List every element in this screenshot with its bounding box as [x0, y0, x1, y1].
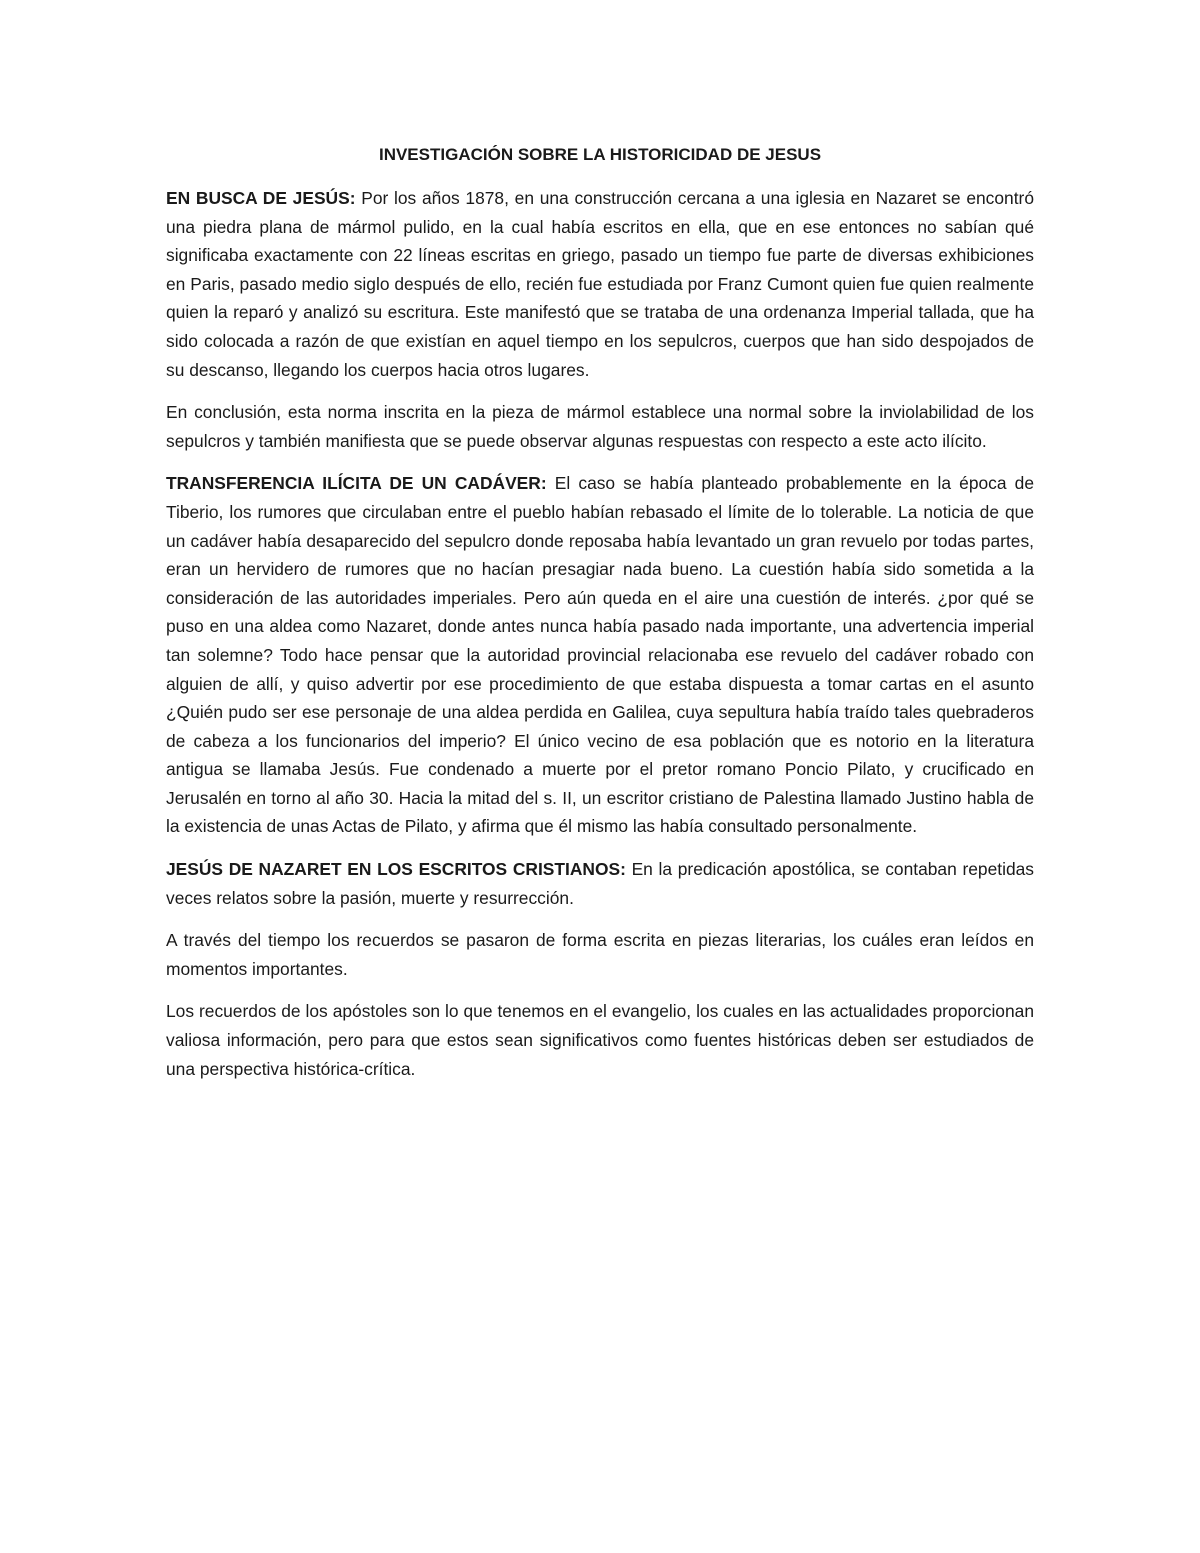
- section-3-paragraph-1: [166, 855, 1034, 912]
- section-2-paragraph-1: [166, 469, 1034, 841]
- section-2-paragraph-1-text: El caso se había planteado probablemente en la época de Tiberio, los rumores que circulaban entre el pueblo habían rebasado el límite de lo tolerable. La noticia de que un cadáver había desaparecido del sepulcro donde reposaba había levantado un gran revuelo por todas partes, eran un hervidero de rumores que no hacían presagiar nada bueno. La cuestión había sido sometida a la consideración de las autoridades imperiales. Pero aún queda en el aire una cuestión de interés. ¿por qué se puso en una aldea como Nazaret, donde antes nunca había pasado nada importante, una advertencia imperial tan solemne? Todo hace pensar que la autoridad provincial relacionaba ese revuelo del cadáver robado con alguien de allí, y quiso advertir por ese procedimiento de que estaba dispuesta a tomar cartas en el asunto ¿Quién pudo ser ese personaje de una aldea perdida en Galilea, cuya sepultura había traído tales quebraderos de cabeza a los funcionarios del imperio? El único vecino de esa población que es notorio en la literatura antigua se llamaba Jesús. Fue condenado a muerte por el pretor romano Poncio Pilato, y crucificado en Jerusalén en torno al año 30. Hacia la mitad del s. II, un escritor cristiano de Palestina llamado Justino habla de la existencia de unas Actas de Pilato, y afirma que él mismo las había consultado personalmente.: [166, 473, 1035, 837]
- section-2-heading: TRANSFERENCIA ILÍCITA DE UN CADÁVER:: [166, 473, 547, 494]
- section-1-paragraph-2: En conclusión, esta norma inscrita en la pieza de mármol establece una normal sobre la inviolabilidad de los sepulcros y también manifiesta que se puede observar algunas respuestas con respecto a este acto ilícito.: [166, 402, 1034, 451]
- section-1-paragraph-1-text: Por los años 1878, en una construcción cercana a una iglesia en Nazaret se encontró una piedra plana de mármol pulido, en la cual había escritos en ella, que en ese entonces no sabían qué significaba exactamente con 22 líneas escritas en griego, pasado un tiempo fue parte de diversas exhibiciones en Paris, pasado medio siglo después de ello, recién fue estudiada por Franz Cumont quien fue quien realmente quien la reparó y analizó su escritura. Este manifestó que se trataba de una ordenanza Imperial tallada, que ha sido colocada a razón de que existían en aquel tiempo en los sepulcros, cuerpos que han sido despojados de su descanso, llegando los cuerpos hacia otros lugares.: [166, 188, 1034, 380]
- section-1-heading: EN BUSCA DE JESÚS:: [166, 188, 356, 208]
- document-body: [166, 142, 1034, 1097]
- section-1-paragraph-1: [166, 184, 1034, 384]
- section-3-paragraph-1-text: En la predicación apostólica, se contaban repetidas veces relatos sobre la pasión, muerte y resurrección.: [166, 859, 1034, 908]
- section-3-paragraph-2: A través del tiempo los recuerdos se pasaron de forma escrita en piezas literarias, los cuáles eran leídos en momentos importantes.: [166, 930, 1034, 979]
- document-title: INVESTIGACIÓN SOBRE LA HISTORICIDAD DE JESUS: [378, 145, 822, 164]
- section-3-paragraph-3: Los recuerdos de los apóstoles son lo que tenemos en el evangelio, los cuales en las actualidades proporcionan valiosa información, pero para que estos sean significativos como fuentes históricas deben ser estudiados de una perspectiva histórica-crítica.: [166, 1001, 1034, 1079]
- section-3-heading: JESÚS DE NAZARET EN LOS ESCRITOS CRISTIANOS:: [166, 859, 626, 880]
